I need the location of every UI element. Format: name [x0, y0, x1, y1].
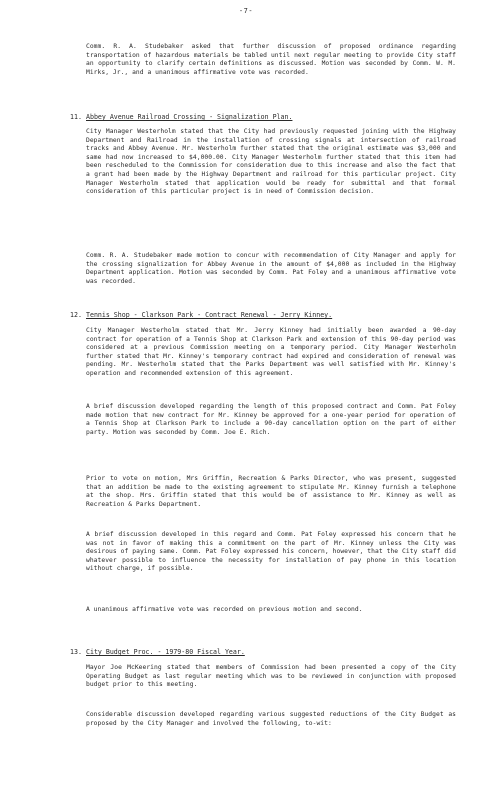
section-number: 11. [70, 113, 82, 121]
paragraph-abbey-crossing: City Manager Westerholm stated that the City had previously requested joining with the Highway Department and Railroad in the installation of crossing signals at intersection of railroad tracks and Abbey Avenue. Mr. Westerholm further stated that the original estimate was $3,000 and same had now increased to $4,000.00. City Manager Westerholm further stated that this item had been rescheduled to the Commission for consideration due to this increase and also the fact that a grant had been made by the Highway Department and railroad for this particular project. City Manager Westerholm stated that application would be ready for submittal and that formal consideration of this particular project is in need of Commission decision. [86, 128, 456, 196]
paragraph-hazmat-motion: Comm. R. A. Studebaker asked that further discussion of proposed ordinance regarding transportation of hazardous materials be tabled until next regular meeting to provide City staff an opportunity to clarify certain definitions as discussed. Motion was seconded by Comm. W. M. Mirks, Jr., and a unanimous affirmative vote was recorded. [86, 43, 456, 76]
paragraph-tennis-shop: City Manager Westerholm stated that Mr. Jerry Kinney had initially been awarded a 90-day contract for operation of a Tennis Shop at Clarkson Park and extension of this 90-day period was considered at a previous Commission meeting on a temporary period. City Manager Westerholm further stated that Mr. Kinney's temporary contract had expired and consideration of renewal was pending. Mr. Westerholm stated that the Parks Department was well satisfied with Mr. Kinney's operation and recommended extension of this agreement. [86, 327, 456, 377]
paragraph-pay-phone: A brief discussion developed in this regard and Comm. Pat Foley expressed his concern that he was not in favor of making this a commitment on the part of Mr. Kinney unless the City was desirous of paying same. Comm. Pat Foley expressed his concern, however, that the City staff did whatever possible to influence the necessity for installation of pay phone in this location without charge, if possible. [86, 531, 456, 573]
paragraph-budget-copy: Mayor Joe McKeering stated that members of Commission had been presented a copy of the City Operating Budget as last regular meeting which was to be reviewed in conjunction with proposed budget prior to this meeting. [86, 664, 456, 689]
section-number: 12. [70, 311, 82, 319]
paragraph-telephone: Prior to vote on motion, Mrs Griffin, Recreation & Parks Director, who was present, suggested that an addition be made to the existing agreement to stipulate Mr. Kinney furnish a telephone at the shop. Mrs. Griffin stated that this would be of assistance to Mr. Kinney as well as Recreation & Parks Department. [86, 475, 456, 508]
paragraph-vote-recorded: A unanimous affirmative vote was recorded on previous motion and second. [86, 606, 363, 613]
paragraph-tennis-motion: A brief discussion developed regarding the length of this proposed contract and Comm. Pat Foley made motion that new contract for Mr. Kinney be approved for a one-year period for operation of a Tennis Shop at Clarkson Park to include a 90-day cancellation option on the part of either party. Motion was seconded by Comm. Joe E. Rich. [86, 403, 456, 436]
section-number: 13. [70, 648, 82, 656]
section-heading-11 [70, 113, 460, 122]
section-title: City Budget Proc. - 1979-80 Fiscal Year. [86, 648, 245, 656]
section-heading-13 [70, 648, 460, 657]
section-title: Abbey Avenue Railroad Crossing - Signalization Plan. [86, 113, 293, 121]
section-heading-12 [70, 311, 460, 320]
paragraph-budget-discussion: Considerable discussion developed regarding various suggested reductions of the City Budget as proposed by the City Manager and involved the following, to-wit: [86, 711, 456, 727]
paragraph-abbey-motion: Comm. R. A. Studebaker made motion to concur with recommendation of City Manager and apply for the crossing signalization for Abbey Avenue in the amount of $4,000 as included in the Highway Department application. Motion was seconded by Comm. Pat Foley and a unanimous affirmative vote was recorded. [86, 252, 456, 285]
section-title: Tennis Shop - Clarkson Park - Contract Renewal - Jerry Kinney. [86, 311, 333, 319]
page-number: -7- [238, 7, 254, 15]
